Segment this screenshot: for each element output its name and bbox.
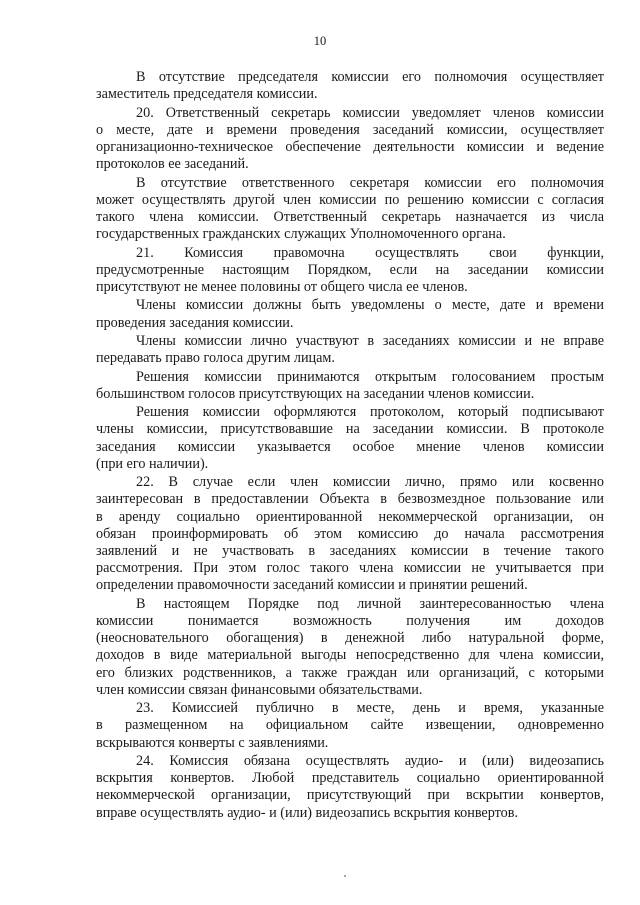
page-number: 10 <box>313 34 327 48</box>
paragraph <box>96 404 604 473</box>
paragraph-line: предусмотренные настоящим Порядком, если на заседании комиссии <box>96 261 604 278</box>
paragraph-line: Решения комиссии принимаются открытым голосованием простым <box>136 368 604 385</box>
paragraph <box>96 105 604 174</box>
paragraph-line: (при его наличии). <box>96 455 209 472</box>
paragraph-line: заместитель председателя комиссии. <box>96 86 318 103</box>
paragraph-line: Члены комиссии должны быть уведомлены о месте, дате и времени <box>136 297 604 314</box>
paragraph <box>96 69 604 103</box>
paragraph-line: такого члена комиссии. Ответственный секретарь назначается из числа <box>96 209 604 225</box>
paragraph <box>96 245 604 297</box>
paragraph-line: заседания комиссии указывается особое мнение членов комиссии <box>96 438 604 455</box>
paragraph-line: проведения заседания комиссии. <box>96 314 294 331</box>
paragraph <box>96 474 604 594</box>
paragraph <box>96 333 604 367</box>
paragraph-line: в аренду социально ориентированной некоммерческой организации, он <box>96 508 604 525</box>
paragraph-line: в размещенном на официальном сайте извещении, одновременно <box>96 717 604 734</box>
paragraph-line: комиссии понимается возможность получения им доходов <box>96 612 604 629</box>
paragraph-line: 23. Комиссией публично в месте, день и время, указанные <box>136 700 604 717</box>
paragraph-line: заинтересован в предоставлении Объекта в безвозмездное пользование или <box>96 491 604 508</box>
paragraph-line: вскрываются конверты с заявлениями. <box>96 734 329 751</box>
paragraph-line: Члены комиссии лично участвуют в заседаниях комиссии и не вправе <box>136 332 604 349</box>
paragraph <box>96 297 604 331</box>
paragraph-line: присутствуют не менее половины от общего числа ее членов. <box>96 279 468 295</box>
paragraph-line: протоколов ее заседаний. <box>96 156 249 173</box>
paragraph-line: доходов в виде материальной выгоды непосредственно для члена комиссии, <box>96 647 604 664</box>
paragraph-line: 22. В случае если член комиссии лично, прямо или косвенно <box>136 474 604 491</box>
paragraph-line: о месте, дате и времени проведения заседаний комиссии, осуществляет <box>96 121 604 138</box>
paragraph-line: Решения комиссии оформляются протоколом, который подписывают <box>136 404 604 421</box>
paragraph-line: В отсутствие председателя комиссии его полномочия осуществляет <box>136 69 604 85</box>
scan-speck <box>344 875 346 877</box>
paragraph-line: В отсутствие ответственного секретаря комиссии его полномочия <box>136 174 604 191</box>
paragraph-line: вправе осуществлять аудио- и (или) видеозапись вскрытия конвертов. <box>96 804 518 821</box>
document-body <box>96 69 604 823</box>
paragraph <box>96 753 604 822</box>
paragraph-line: государственных гражданских служащих Уполномоченного органа. <box>96 226 506 243</box>
paragraph-line: определении правомочности заседаний комиссии и принятии решений. <box>96 577 528 594</box>
paragraph-line: 21. Комиссия правомочна осуществлять свои функции, <box>136 244 604 261</box>
paragraph-line: обязан проинформировать об этом комиссию до начала рассмотрения <box>96 525 604 542</box>
paragraph-line: вскрытия конвертов. Любой представитель социально ориентированной <box>96 770 604 787</box>
paragraph-line: (неосновательного обогащения) в денежной либо натуральной форме, <box>96 630 604 647</box>
paragraph-line: 24. Комиссия обязана осуществлять аудио- и (или) видеозапись <box>136 752 604 769</box>
paragraph-line: заявлений и не участвовать в заседаниях комиссии в течение такого <box>96 542 604 559</box>
paragraph-line: рассмотрения. При этом голос такого члена комиссии не учитывается при <box>96 560 604 577</box>
paragraph-line: члены комиссии, присутствовавшие на заседании комиссии. В протоколе <box>96 421 604 438</box>
paragraph <box>96 700 604 752</box>
paragraph <box>96 369 604 403</box>
paragraph-line: передавать право голоса другим лицам. <box>96 350 335 367</box>
paragraph <box>96 596 604 699</box>
paragraph-line: большинством голосов присутствующих на заседании членов комиссии. <box>96 385 535 402</box>
paragraph-line: некоммерческой организации, присутствующий при вскрытии конвертов, <box>96 787 604 804</box>
paragraph-line: 20. Ответственный секретарь комиссии уведомляет членов комиссии <box>136 104 604 121</box>
paragraph-line: его близких родственников, а также граждан или организаций, с которыми <box>96 664 604 681</box>
paragraph-line: член комиссии связан финансовыми обязательствами. <box>96 681 423 698</box>
paragraph-line: организационно-техническое обеспечение деятельности комиссии и ведение <box>96 139 604 155</box>
paragraph-line: В настоящем Порядке под личной заинтересованностью члена <box>136 595 604 612</box>
paragraph-line: может осуществлять другой член комиссии по решению комиссии с согласия <box>96 191 604 208</box>
paragraph <box>96 175 604 244</box>
